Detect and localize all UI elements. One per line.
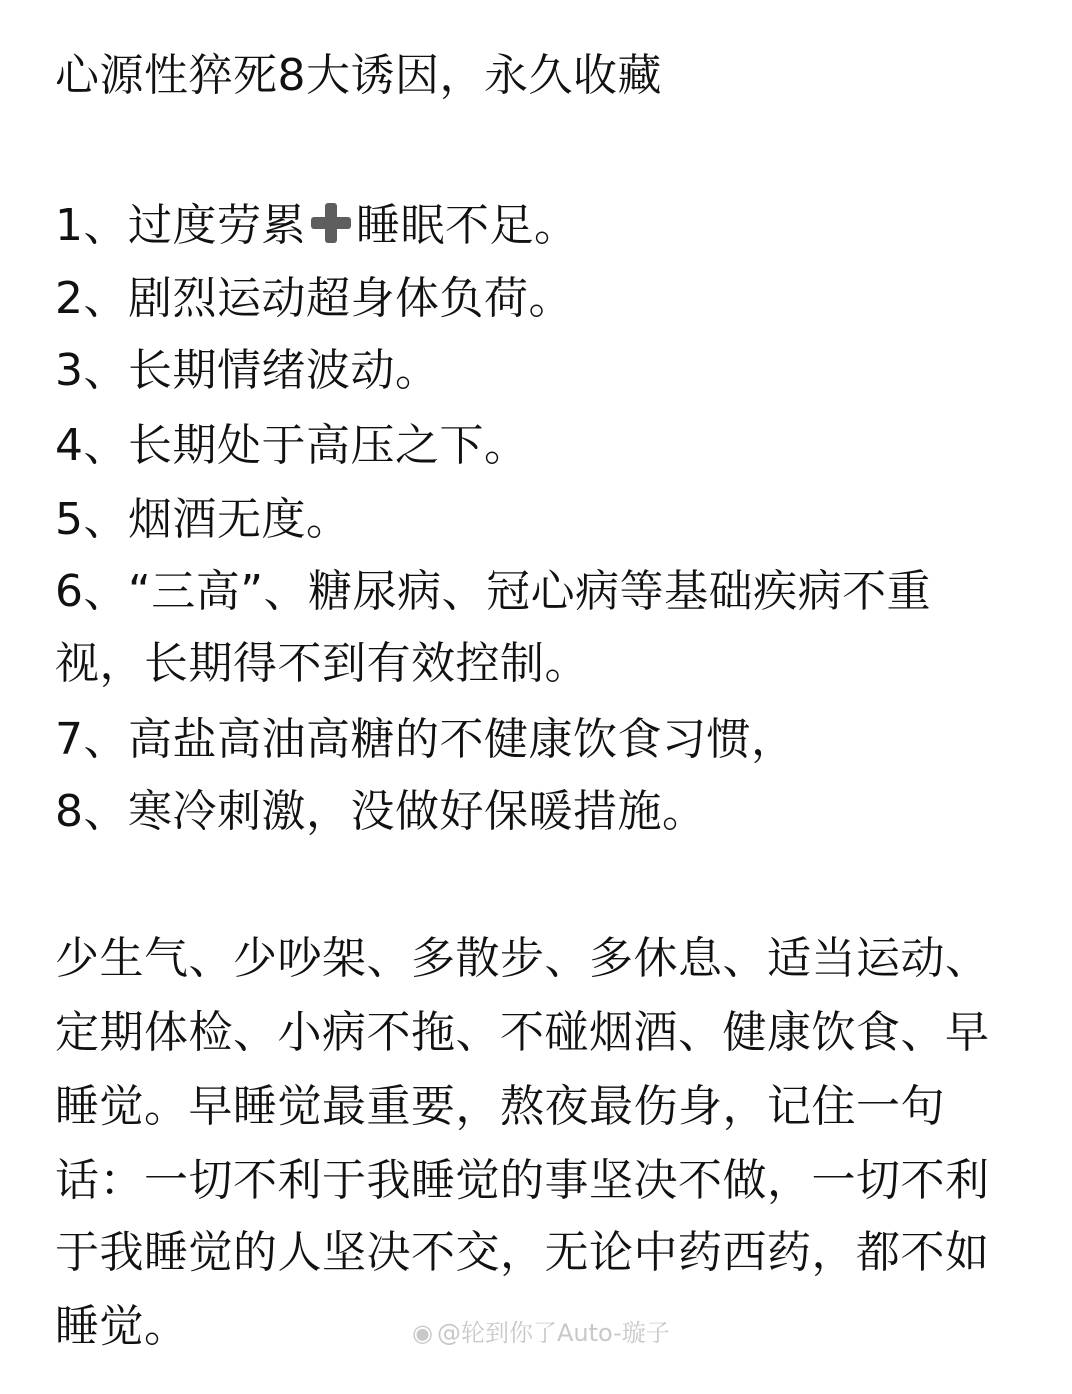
list-item-1 [55, 200, 579, 252]
advice-line-6: 睡觉。 [55, 1301, 189, 1352]
list-item-1-text-b: 睡眠不足。 [356, 200, 579, 251]
watermark [412, 1316, 670, 1350]
list-item-4: 4、长期处于高压之下。 [55, 420, 529, 471]
list-item-1-text-a: 1、过度劳累 [55, 200, 306, 251]
list-item-5: 5、烟酒无度。 [55, 494, 351, 545]
advice-line-1: 少生气、少吵架、多散步、多休息、适当运动、 [55, 933, 990, 984]
document-title: 心源性猝死8大诱因，永久收藏 [55, 50, 662, 101]
advice-line-2: 定期体检、小病不拖、不碰烟酒、健康饮食、早 [55, 1007, 990, 1058]
advice-line-4: 话：一切不利于我睡觉的事坚决不做，一切不利 [55, 1155, 990, 1206]
list-item-2: 2、剧烈运动超身体负荷。 [55, 273, 573, 324]
list-item-3: 3、长期情绪波动。 [55, 345, 440, 396]
list-item-6-line-1: 6、“三高”、糖尿病、冠心病等基础疾病不重 [55, 566, 932, 617]
advice-line-3: 睡觉。早睡觉最重要，熬夜最伤身，记住一句 [55, 1081, 945, 1132]
heavy-plus-icon [308, 200, 354, 246]
list-item-8: 8、寒冷刺激，没做好保暖措施。 [55, 786, 707, 837]
list-item-7: 7、高盐高油高糖的不健康饮食习惯， [55, 714, 796, 765]
advice-line-5: 于我睡觉的人坚决不交，无论中药西药，都不如 [55, 1227, 990, 1278]
weibo-logo-icon: ◉ [412, 1319, 433, 1347]
watermark-text: @轮到你了Auto-璇子 [436, 1319, 670, 1347]
list-item-6-line-2: 视，长期得不到有效控制。 [55, 638, 589, 689]
